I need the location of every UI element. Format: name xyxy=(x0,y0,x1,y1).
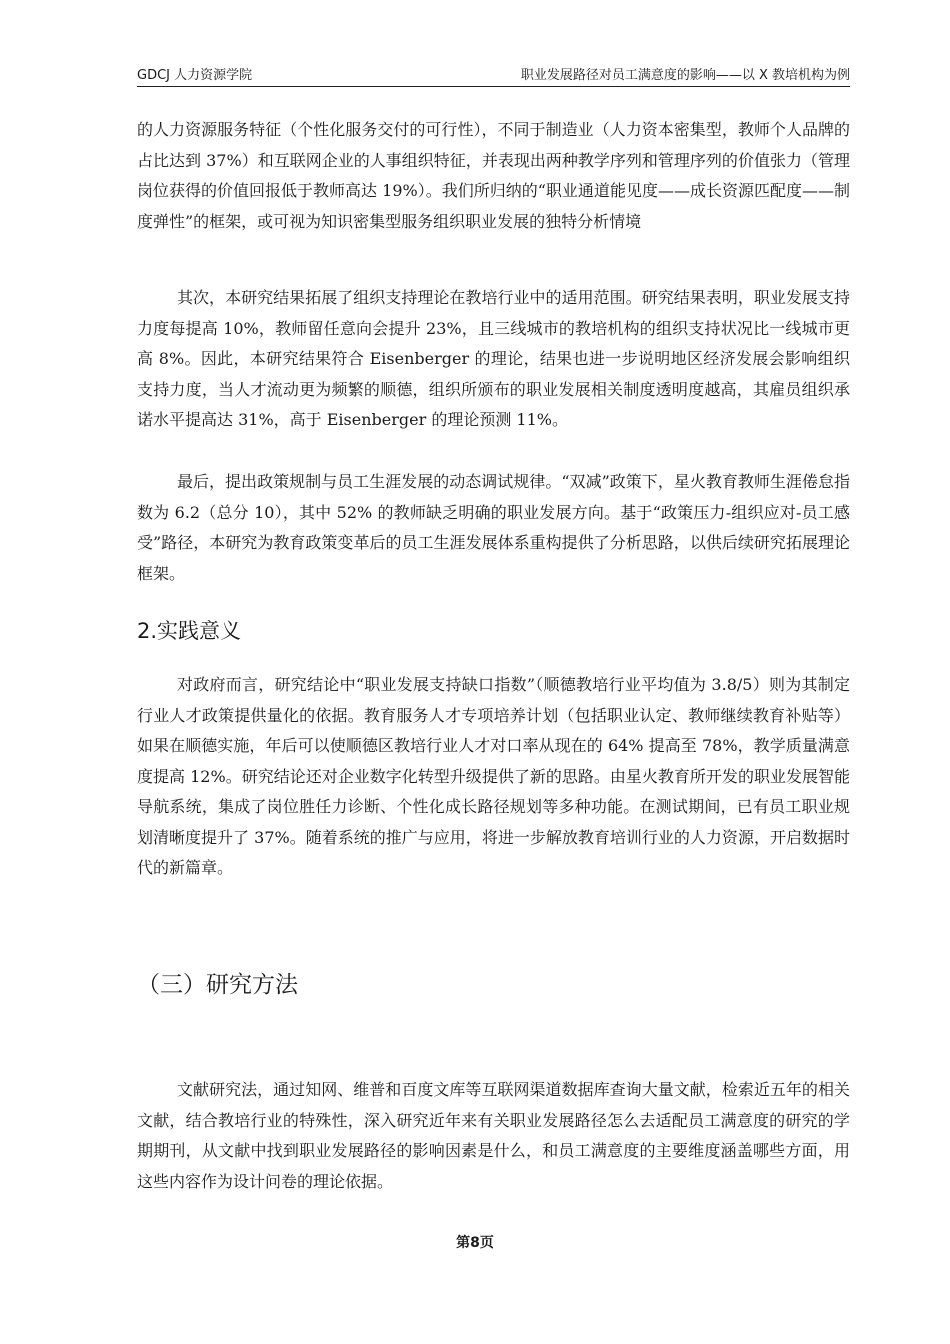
paragraph-literature-method: 文献研究法，通过知网、维普和百度文库等互联网渠道数据库查询大量文献，检索近五年的相关文献，结合教培行业的特殊性，深入研究近年来有关职业发展路径怎么去适配员工满意度的研究的学期期刊，从文献中找到职业发展路径的影响因素是什么，和员工满意度的主要维度涵盖哪些方面，用这些内容作为设计问卷的理论依据。 xyxy=(137,1080,850,1191)
paragraph-policy-regulation: 最后，提出政策规制与员工生涯发展的动态调试规律。“双减”政策下，星火教育教师生涯倦怠指数为 6.2（总分 10），其中 52% 的教师缺乏明确的职业发展方向。基于“政策压力-组织应对-员工感受”路径，本研究为教育政策变革后的员工生涯发展体系重构提供了分析思路，以供后续研究拓展理论框架。 xyxy=(137,472,850,583)
paragraph-theory-continued: 的人力资源服务特征（个性化服务交付的可行性），不同于制造业（人力资本密集型，教师个人品牌的占比达到 37%）和互联网企业的人事组织特征，并表现出两种教学序列和管理序列的价值张力（管理岗位获得的价值回报低于教师高达 19%）。我们所归纳的“职业通道能见度——成长资源匹配度——制度弹性”的框架，或可视为知识密集型服务组织职业发展的独特分析情境 xyxy=(137,120,850,231)
header-school-name: GDCJ 人力资源学院 xyxy=(137,68,253,83)
header-thesis-title: 职业发展路径对员工满意度的影响——以 X 教培机构为例 xyxy=(520,68,850,83)
paragraph-practical-significance: 对政府而言，研究结论中“职业发展支持缺口指数”（顺德教培行业平均值为 3.8/5）则为其制定行业人才政策提供量化的依据。教育服务人才专项培养计划（包括职业认定、教师继续教育补贴等）如果在顺德实施，年后可以使顺德区教培行业人才对口率从现在的 64% 提高至 78%，教学质量满意度提高 12%。研究结论还对企业数字化转型升级提供了新的思路。由星火教育所开发的职业发展智能导航系统，集成了岗位胜任力诊断、个性化成长路径规划等多种功能。在测试期间，已有员工职业规划清晰度提升了 37%。随着系统的推广与应用，将进一步解放教育培训行业的人力资源，开启数据时代的新篇章。 xyxy=(137,675,850,877)
page-number: 第8页 xyxy=(456,1235,494,1251)
heading-research-methods: （三）研究方法 xyxy=(137,972,298,998)
paragraph-organizational-support: 其次，本研究结果拓展了组织支持理论在教培行业中的适用范围。研究结果表明，职业发展支持力度每提高 10%，教师留任意向会提升 23%，且三线城市的教培机构的组织支持状况比一线城市更高 8%。因此，本研究结果符合 Eisenberger 的理论，结果也进一步说明地区经济发展会影响组织支持力度，当人才流动更为频繁的顺德，组织所颁布的职业发展相关制度透明度越高，其雇员组织承诺水平提高达 31%，高于 Eisenberger 的理论预测 11%。 xyxy=(137,288,850,429)
heading-practical-significance: 2.实践意义 xyxy=(137,619,242,643)
page-header xyxy=(137,66,850,87)
